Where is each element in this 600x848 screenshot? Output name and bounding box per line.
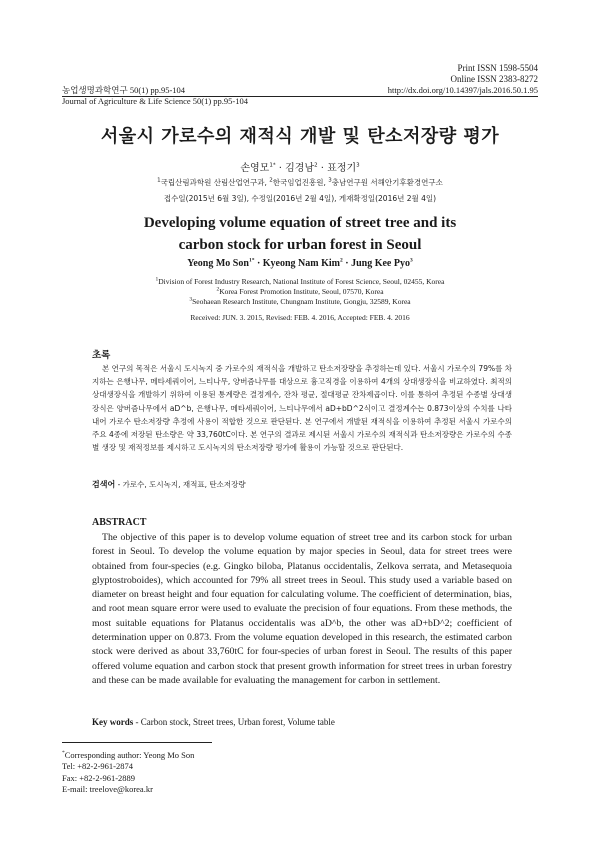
- author-separator: ·: [342, 258, 352, 269]
- author-name: 손영모: [240, 163, 270, 174]
- author-name: Jung Kee Pyo: [351, 258, 410, 269]
- aff-text: 국립산림과학원 산림산업연구과,: [160, 178, 270, 187]
- journal-citation-ko: 농업생명과학연구 50(1) pp.95-104: [62, 85, 186, 95]
- author-name: Yeong Mo Son: [187, 258, 249, 269]
- aff-sup: 2: [216, 286, 220, 293]
- aff-sup: 2: [269, 177, 273, 184]
- issn-block: [451, 63, 539, 85]
- abstract-heading-korean: 초록: [92, 350, 111, 361]
- author-sup: 1*: [269, 162, 276, 169]
- author-name: Kyeong Nam Kim: [262, 258, 340, 269]
- aff-sup: 1: [157, 177, 161, 184]
- aff-text: 한국임업진흥원,: [272, 178, 329, 187]
- author-separator: ·: [275, 163, 286, 174]
- dates-english: Received: JUN. 3. 2015, Revised: FEB. 4. 2016, Accepted: FEB. 4. 2016: [190, 313, 410, 322]
- doi-link[interactable]: http://dx.doi.org/10.14397/jals.2016.50.1.95: [387, 85, 538, 95]
- aff-sup: 3: [328, 177, 332, 184]
- aff-text: Korea Forest Promotion Institute, Seoul, 07570, Korea: [219, 287, 384, 296]
- author-separator: ·: [317, 163, 328, 174]
- keywords-korean: [92, 479, 246, 490]
- title-korean: 서울시 가로수의 재적식 개발 및 탄소저장량 평가: [100, 126, 500, 147]
- authors-english: [60, 258, 540, 269]
- keywords-list: - 가로수, 도시녹지, 재적표, 탄소저장량: [115, 480, 246, 489]
- keywords-list: - Carbon stock, Street trees, Urban forest, Volume table: [133, 717, 335, 727]
- keywords-label: Key words: [92, 717, 134, 727]
- aff-text: Seohaean Research Institute, Chungnam Institute, Gongju, 32589, Korea: [192, 297, 411, 306]
- dates-korean: 접수일(2015년 6월 3일), 수정일(2016년 2월 4일), 게재확정일(2016년 2월 4일): [163, 194, 437, 203]
- affiliation-line: [60, 297, 540, 307]
- abstract-english: The objective of this paper is to develop volume equation of street tree and its carbon stock for urban forest in Seoul. To develop the volume equation by major species in Seoul, data for street trees were obtained from four-species (e.g. Gingko biloba, Platanus occidentalis, Zelkova serrata, and Metasequoia glyptostroboides), which accounted for 79% all street trees in Seoul. This study used a variable based on diameter on breast height and four equation for calculating volume. The coefficient of determination, bias, and root mean square error were used to evaluate the precision of four equations. From these methods, the most suitable equations for Platanus occidentalis was aD^b, the other was aD+bD^2; coefficient of determination upper on 0.873. From the volume equation developed in this research, the estimated carbon stock were derived as about 33,760tC for four-species of urban forest in Seoul. The results of this paper offered volume equation and carbon stock that present growth information for street trees in urban forestry and these can be made available for evaluating the management for carbon in settlement.: [92, 532, 512, 686]
- authors-korean: [60, 159, 540, 174]
- email[interactable]: E-mail: treelove@korea.kr: [62, 783, 153, 794]
- keywords-english: [92, 717, 335, 727]
- author-sup: 1*: [248, 257, 255, 264]
- author-sup: 2: [314, 162, 318, 169]
- aff-text: Division of Forest Industry Research, National Institute of Forest Science, Seoul, 02455, Korea: [158, 277, 445, 286]
- online-issn: Online ISSN 2383-8272: [450, 74, 538, 84]
- print-issn: Print ISSN 1598-5504: [457, 63, 538, 73]
- aff-sup: 1: [155, 276, 159, 283]
- corresponding-mark: *: [62, 750, 65, 757]
- abstract-korean: 본 연구의 목적은 서울시 도시녹지 중 가로수의 재적식을 개발하고 탄소저장량을 추정하는데 있다. 서울시 가로수의 79%를 차지하는 은행나무, 메타세쿼이어, 느티나무, 양버즘나무를 대상으로 흉고직경을 이용하여 4개의 상대생장식을 비교하였다. 최적의 상대생장식을 개발하기 위하여 이용된 통계량은 결정계수, 잔차 평균, 절대평균 잔차제곱이다. 이를 통하여 추정된 수종별 상대생장식은 양버즘나무에서 aD^b, 은행나무, 메타세쿼이어, 느티나무에서 aD+bD^2식이고 결정계수는 0.873이상의 수치를 나타내어 가로수 탄소저장량 추정에 사용이 적합한 것으로 판단된다. 본 연구에서 개발된 재적식을 이용하여 추정된 서울시 가로수의 주요 4종에 저장된 탄소량은 약 33,760tC이다. 본 연구의 결과로 제시된 서울시 가로수의 재적식과 탄소저장량은 가로수의 수종별 생장 및 재적정보를 제시하고 도시녹지의 탄소저장량 평가에 활용이 가능할 것으로 판단된다.: [92, 364, 512, 453]
- fax: Fax: +82-2-961-2889: [62, 772, 136, 783]
- author-name: 김경남: [285, 163, 315, 174]
- aff-sup: 3: [189, 296, 193, 303]
- affiliations-english: [60, 277, 540, 307]
- title-english-line-2: carbon stock for urban forest in Seoul: [178, 237, 422, 253]
- affiliation-line: [60, 277, 540, 287]
- author-sup: 3: [356, 162, 360, 169]
- phone: Tel: +82-2-961-2874: [62, 761, 134, 772]
- affiliations-korean: [60, 177, 540, 188]
- author-name: 표정기: [327, 163, 357, 174]
- author-sup: 3: [409, 257, 413, 264]
- affiliation-line: [60, 287, 540, 297]
- footnote-rule: [62, 742, 212, 743]
- keywords-label: 검색어: [92, 480, 116, 489]
- abstract-heading-english: ABSTRACT: [92, 517, 147, 528]
- aff-text: 충남연구원 서해안기후환경연구소: [331, 178, 443, 187]
- title-english: [60, 212, 540, 256]
- header-rule: [62, 96, 538, 97]
- journal-citation-en: Journal of Agriculture & Life Science 50(1) pp.95-104: [62, 96, 249, 106]
- author-separator: ·: [254, 258, 263, 269]
- corresponding-author: *Corresponding author: Yeong Mo Son: [62, 750, 195, 760]
- footnote: [62, 750, 194, 795]
- author-sup: 2: [340, 257, 343, 264]
- title-english-line-1: Developing volume equation of street tree and its: [143, 215, 457, 231]
